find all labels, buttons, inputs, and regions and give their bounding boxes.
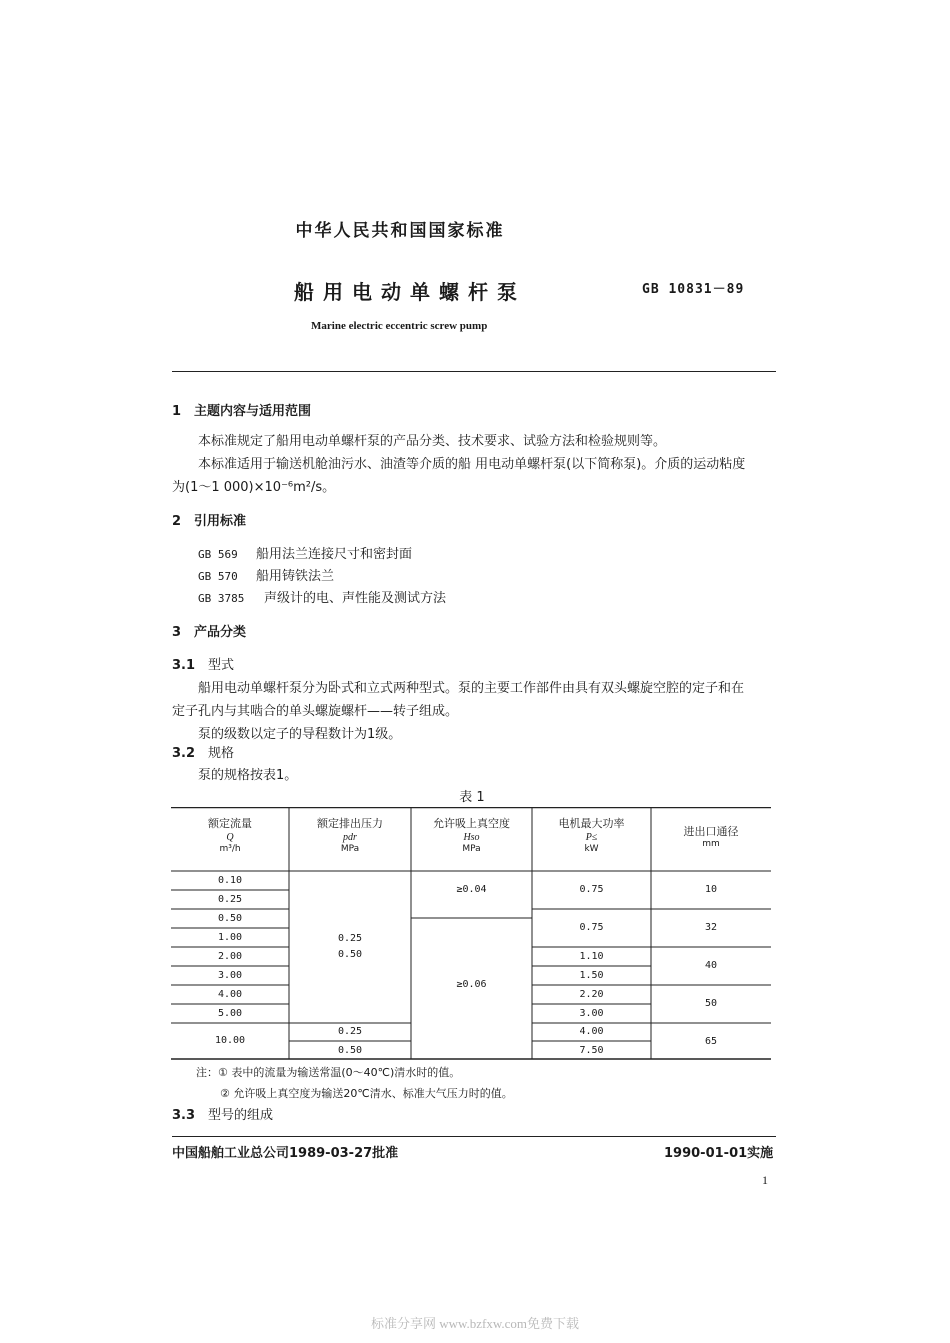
header-unit: MPa xyxy=(340,844,360,855)
table-caption: 表 1 xyxy=(459,790,485,805)
subsection-title: 规格 xyxy=(208,746,235,761)
effective-date: 1990-01-01实施 xyxy=(664,1146,774,1161)
watermark: 标准分享网 www.bzfxw.com免费下载 xyxy=(370,1316,580,1331)
flow-cell: 2.00 xyxy=(217,951,243,962)
header-label: 额定流量 xyxy=(208,817,252,830)
section-title: 产品分类 xyxy=(194,625,247,640)
standard-code: GB 10831－89 xyxy=(642,282,745,297)
paragraph: 定子孔内与其啮合的单头螺旋螺杆——转子组成。 xyxy=(172,704,459,719)
reference-title: 船用铸铁法兰 xyxy=(256,569,335,584)
column-header xyxy=(651,825,771,851)
pressure-cell: 0.25 xyxy=(337,933,363,944)
power-cell: 1.10 xyxy=(579,951,604,962)
power-cell: 4.00 xyxy=(579,1026,604,1037)
subsection-3-1-heading xyxy=(172,654,234,673)
note-text: ① 表中的流量为输送常温(0～40℃)清水时的值。 xyxy=(218,1066,461,1079)
section-title: 引用标准 xyxy=(194,514,247,529)
header-symbol: P≤ xyxy=(585,832,598,844)
header-symbol: Q xyxy=(226,832,234,844)
paragraph: 泵的规格按表1。 xyxy=(198,768,298,783)
subsection-title: 型式 xyxy=(208,658,235,673)
header-unit: kW xyxy=(584,844,599,855)
flow-cell: 3.00 xyxy=(217,970,243,981)
column-header xyxy=(171,817,289,856)
header-unit: mm xyxy=(702,839,720,850)
spec-table xyxy=(171,807,771,1060)
subsection-3-3-heading xyxy=(172,1104,273,1123)
approval-info: 中国船舶工业总公司1989-03-27批准 xyxy=(172,1146,399,1161)
flow-cell: 0.10 xyxy=(217,875,243,886)
table-note xyxy=(196,1064,460,1080)
paragraph: 船用电动单螺杆泵分为卧式和立式两种型式。泵的主要工作部件由具有双头螺旋空腔的定子和在 xyxy=(198,681,745,696)
header-rule xyxy=(172,371,776,372)
power-cell: 1.50 xyxy=(579,970,604,981)
paragraph: 泵的级数以定子的导程数计为1级。 xyxy=(198,727,402,742)
table-note: ② 允许吸上真空度为输送20℃清水、标准大气压力时的值。 xyxy=(220,1087,513,1100)
subsection-number: 3.2 xyxy=(172,746,196,761)
diameter-cell: 32 xyxy=(704,922,718,933)
flow-cell: 5.00 xyxy=(217,1008,243,1019)
header-unit: MPa xyxy=(462,844,481,855)
diameter-cell: 40 xyxy=(704,960,718,971)
footer-rule xyxy=(172,1136,776,1137)
section-number: 3 xyxy=(172,625,182,640)
header-label: 电机最大功率 xyxy=(558,817,625,830)
header-unit: m³/h xyxy=(219,844,241,855)
subsection-3-2-heading xyxy=(172,742,234,761)
paragraph: 本标准适用于输送机舱油污水、油渣等介质的船 用电动单螺杆泵(以下简称泵)。介质的运动粘度 xyxy=(198,457,746,472)
diameter-cell: 10 xyxy=(704,884,718,895)
standard-type: 中华人民共和国国家标准 xyxy=(295,221,505,241)
header-label: 额定排出压力 xyxy=(317,817,383,830)
page-number: 1 xyxy=(762,1173,768,1187)
flow-cell: 0.25 xyxy=(217,894,243,905)
reference-item xyxy=(198,565,334,584)
reference-code: GB 569 xyxy=(198,548,238,561)
pressure-cell: 0.50 xyxy=(337,1045,363,1056)
document-title: 船用电动单螺杆泵 xyxy=(294,280,526,304)
header-symbol: Hso xyxy=(463,832,480,844)
section-3-heading xyxy=(172,621,246,640)
power-cell: 0.75 xyxy=(579,884,604,895)
power-cell: 7.50 xyxy=(579,1045,604,1056)
subsection-number: 3.1 xyxy=(172,658,196,673)
flow-cell: 4.00 xyxy=(217,989,243,1000)
power-cell: 3.00 xyxy=(579,1008,604,1019)
section-number: 1 xyxy=(172,404,182,419)
reference-item xyxy=(198,543,412,562)
column-header xyxy=(532,817,651,856)
diameter-cell: 65 xyxy=(704,1036,718,1047)
flow-cell: 0.50 xyxy=(217,913,243,924)
reference-code: GB 3785 xyxy=(198,592,245,605)
section-number: 2 xyxy=(172,514,182,529)
header-label: 允许吸上真空度 xyxy=(433,817,510,830)
header-label: 进出口通径 xyxy=(683,825,739,838)
reference-title: 船用法兰连接尺寸和密封面 xyxy=(256,547,413,562)
reference-title: 声级计的电、声性能及测试方法 xyxy=(264,591,447,606)
diameter-cell: 50 xyxy=(704,998,718,1009)
subsection-title: 型号的组成 xyxy=(208,1108,274,1123)
paragraph: 为(1～1 000)×10⁻⁶m²/s。 xyxy=(172,480,336,495)
power-cell: 2.20 xyxy=(579,989,604,1000)
column-header xyxy=(411,817,532,856)
reference-item xyxy=(198,587,446,606)
section-1-heading xyxy=(172,400,311,419)
section-title: 主题内容与适用范围 xyxy=(194,404,312,419)
paragraph: 本标准规定了船用电动单螺杆泵的产品分类、技术要求、试验方法和检验规则等。 xyxy=(198,434,667,449)
reference-code: GB 570 xyxy=(198,570,238,583)
vacuum-cell: ≥0.06 xyxy=(456,979,487,990)
power-cell: 0.75 xyxy=(579,922,604,933)
vacuum-cell: ≥0.04 xyxy=(456,884,487,895)
english-title: Marine electric eccentric screw pump xyxy=(311,320,488,332)
section-2-heading xyxy=(172,510,246,529)
flow-cell: 1.00 xyxy=(217,932,243,943)
header-symbol: pdr xyxy=(343,832,357,844)
pressure-cell: 0.50 xyxy=(337,949,363,960)
flow-cell: 10.00 xyxy=(214,1035,246,1046)
pressure-cell: 0.25 xyxy=(337,1026,363,1037)
column-header xyxy=(289,817,411,856)
note-label: 注： xyxy=(196,1066,218,1079)
subsection-number: 3.3 xyxy=(172,1108,196,1123)
